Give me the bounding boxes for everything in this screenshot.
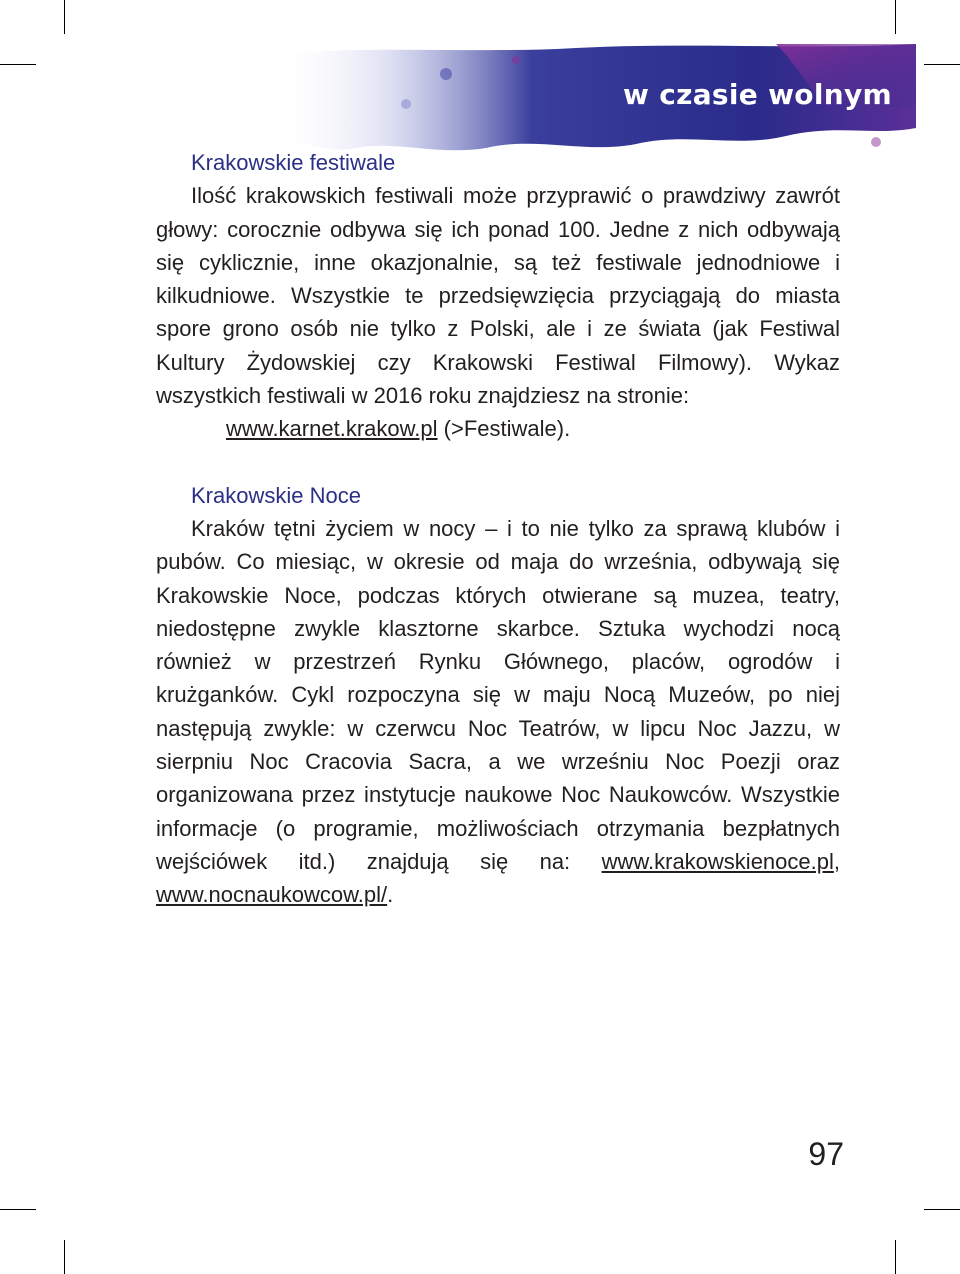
page-content xyxy=(156,146,840,912)
nights-paragraph xyxy=(156,512,840,912)
nights-text: Kraków tętni życiem w nocy – i to nie tylko za sprawą klubów i pubów. Co miesiąc, w okresie od maja do września, odbywają się Krakowskie Noce, podczas których otwierane są muzea, teatry, niedostępne zwykle klasztorne skarbce. Sztuka wychodzi nocą również w przestrzeń Rynku Głównego, placów, ogrodów i krużganków. Cykl rozpoczyna się w maju Nocą Muzeów, po niej następują zwykle: w czerwcu Noc Teatrów, w lipcu Noc Jazzu, w sierpniu Noc Cracovia Sacra, a we wrześniu Noc Poezji oraz organizowana przez instytucje naukowe Noc Naukowców. Wszystkie informacje (o programie, możliwościach otrzymania bezpłatnych wejściówek itd.) znajdują się na: xyxy=(156,515,840,874)
paragraph-end: . xyxy=(387,882,394,908)
page-number: 97 xyxy=(808,1136,844,1172)
crop-mark xyxy=(924,64,960,65)
crop-mark xyxy=(64,1240,65,1274)
section-gap xyxy=(156,446,840,479)
section-title: w czasie wolnym xyxy=(623,78,892,111)
nocnaukowcow-link[interactable]: www.nocnaukowcow.pl/ xyxy=(156,882,388,908)
section-heading-nights: Krakowskie Noce xyxy=(191,482,361,508)
festivals-link-suffix: (>Festiwale). xyxy=(437,416,571,442)
crop-mark xyxy=(0,64,36,65)
crop-mark xyxy=(924,1209,960,1210)
festivals-link-line xyxy=(156,412,840,445)
krakowskienoce-link[interactable]: www.krakowskienoce.pl xyxy=(601,848,834,874)
crop-mark xyxy=(0,1209,36,1210)
karnet-link[interactable]: www.karnet.krakow.pl xyxy=(226,416,438,442)
crop-mark xyxy=(64,0,65,34)
festivals-paragraph xyxy=(156,179,840,445)
crop-mark xyxy=(895,0,896,34)
crop-mark xyxy=(895,1240,896,1274)
festivals-text: Ilość krakowskich festiwali może przyprawić o prawdziwy zawrót głowy: corocznie odbywa się ich ponad 100. Jedne z nich odbywają się cyklicznie, inne okazjonalnie, są też festiwale jednodniowe i kilkudniowe. Wszystkie te przedsięwzięcia przyciągają do miasta spore grono osób nie tylko z Polski, ale i ze świata (jak Festiwal Kultury Żydowskiej czy Krakowski Festiwal Filmowy). Wykaz wszystkich festiwali w 2016 roku znajdziesz na stronie: xyxy=(156,183,840,409)
link-separator: , xyxy=(833,848,840,874)
section-heading-festivals: Krakowskie festiwale xyxy=(191,150,396,175)
